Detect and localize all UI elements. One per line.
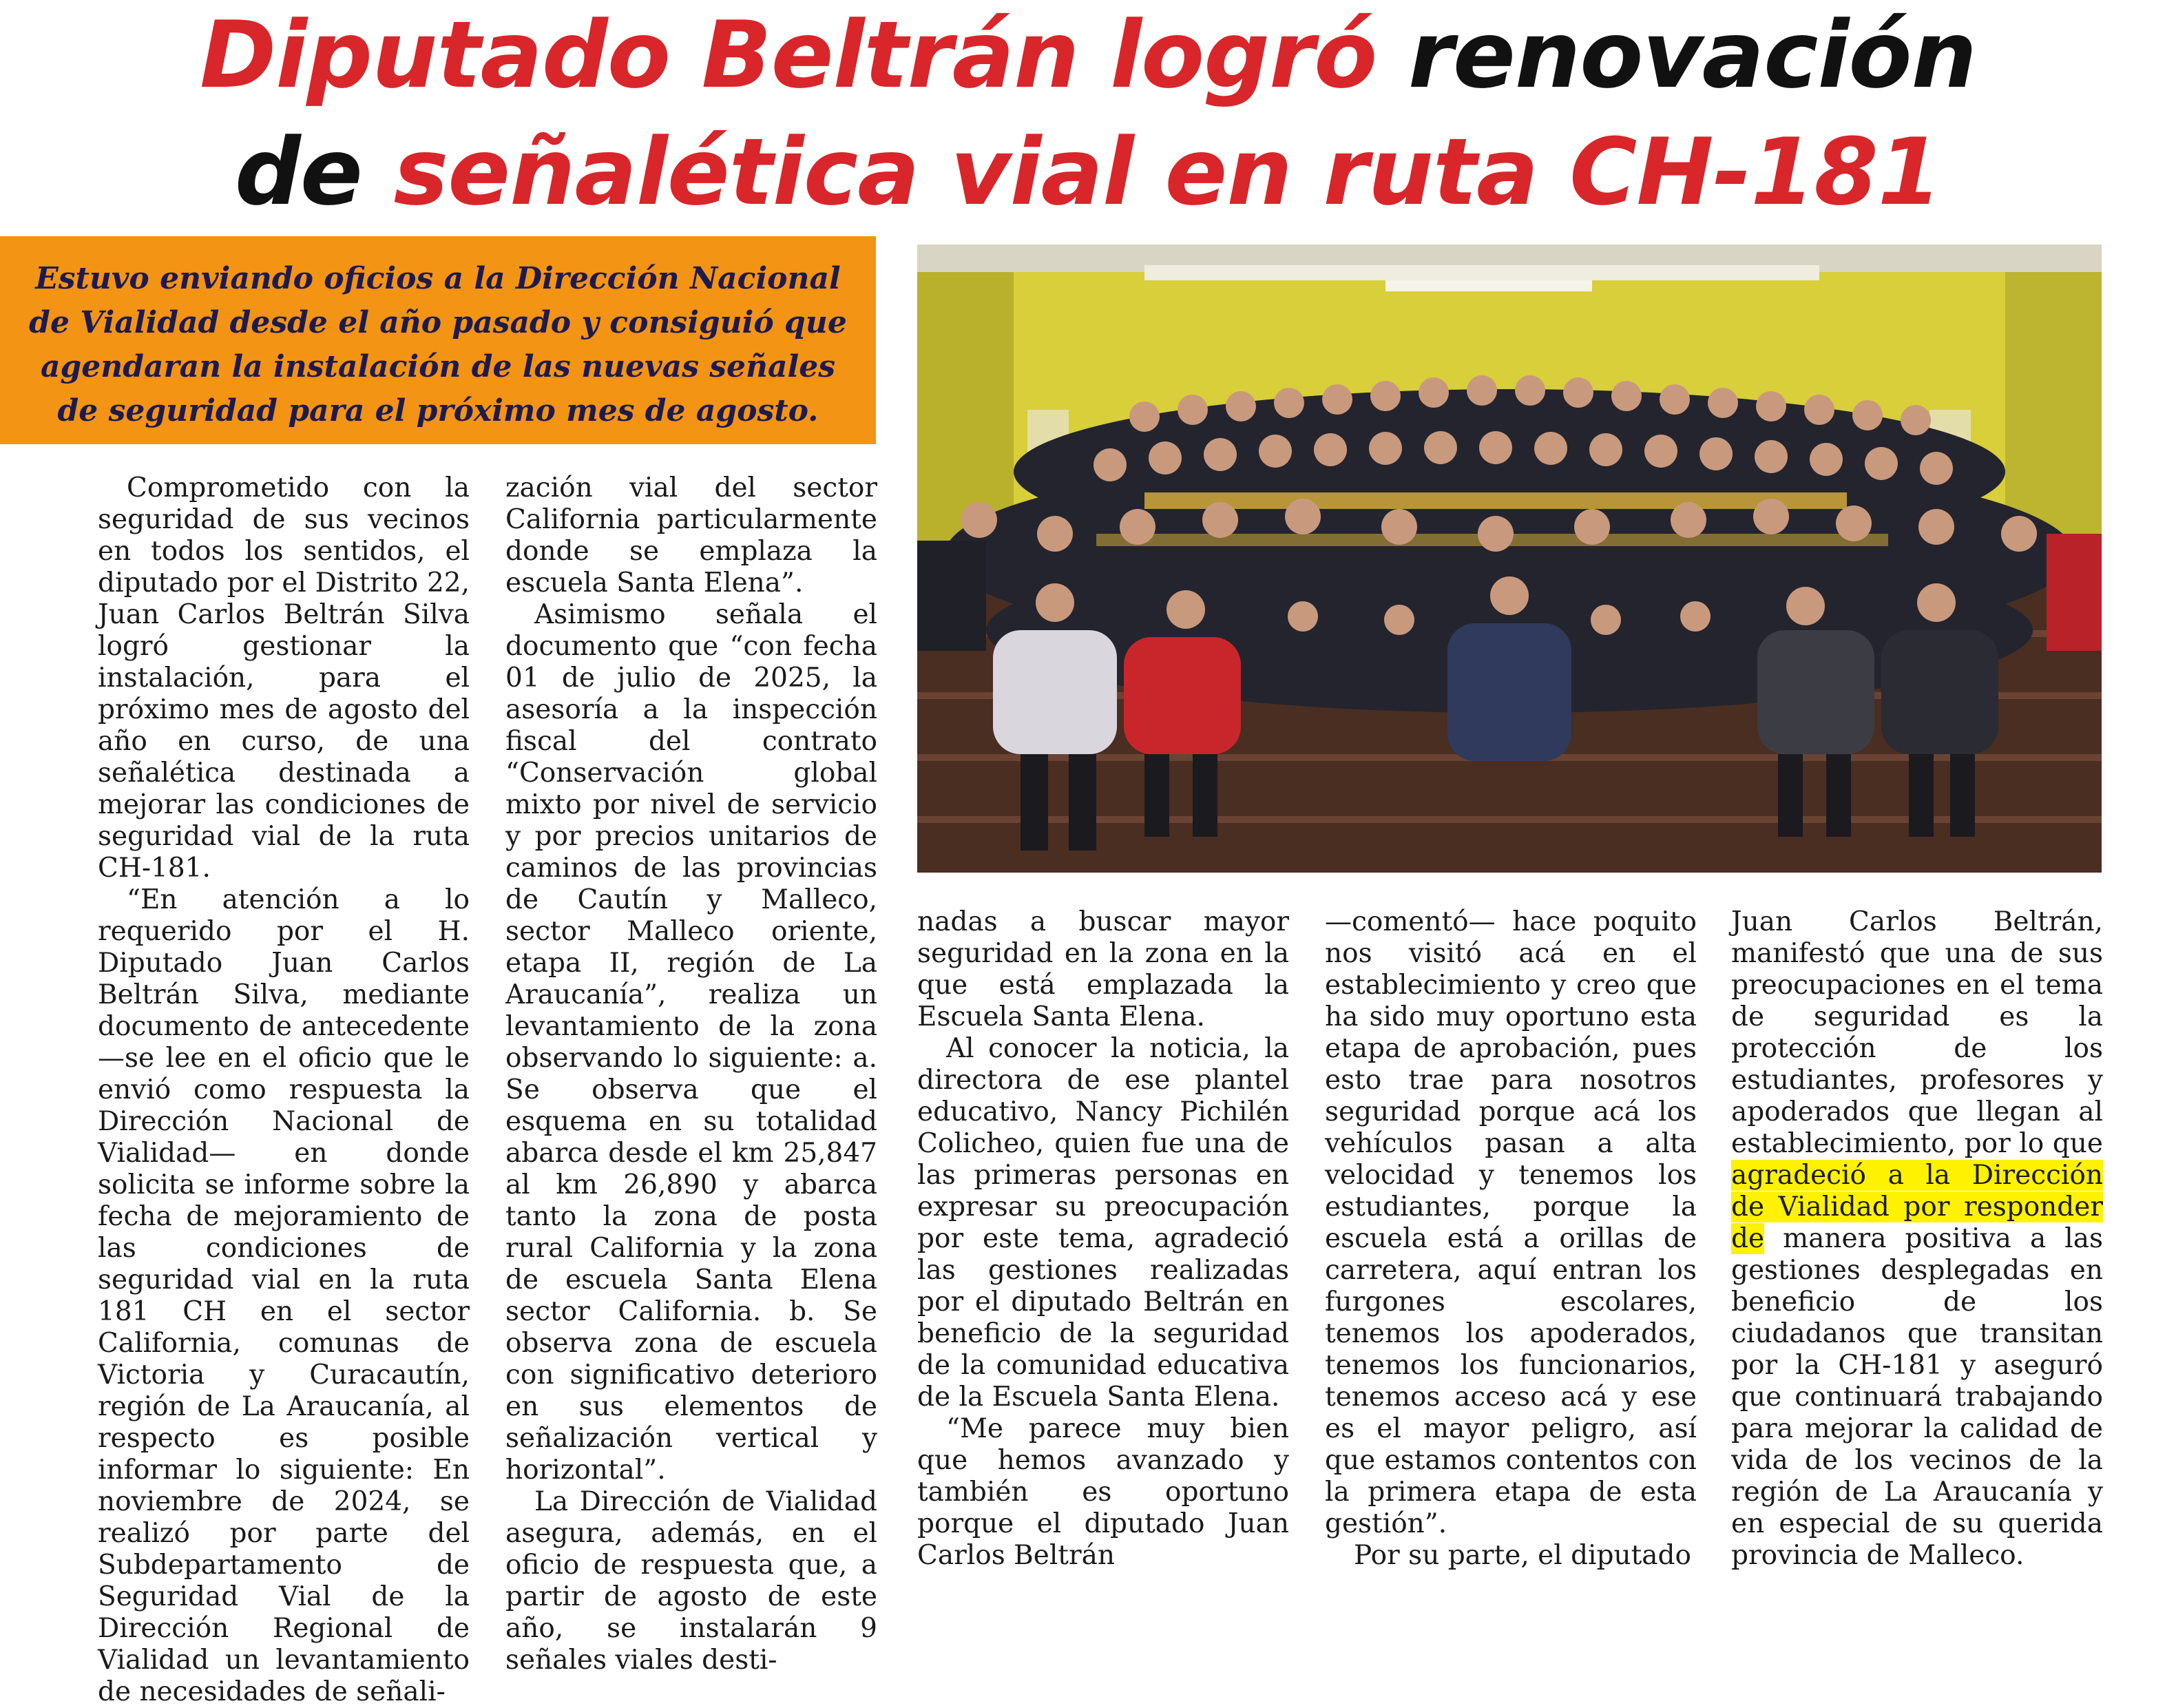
paragraph-7-part-a: Juan Carlos Beltrán, manifestó que una de sus preocupaciones en el tema de seguridad es la protección de los estudiantes, profesores y apoderados que llegan al establecimiento, por lo que	[1731, 906, 2103, 1159]
article-paragraph-1: Comprometido con la seguridad de sus vecinos en todos los sentidos, el diputado por el Distrito 22, Juan Carlos Beltrán Silva logró gestionar la instalación, para el próximo mes de agosto del año en curso, de una señalética destinada a mejorar las condiciones de seguridad vial de la ruta CH-181.	[98, 472, 470, 884]
headline-red-part-2: señalética vial en ruta CH-181	[393, 118, 1941, 226]
headline-black-part-2: de	[235, 118, 362, 226]
lead-text: Estuvo enviando oficios a la Dirección Nacional de Vialidad desde el año pasado y consiguió que agendaran la instalación de las nuevas señales de seguridad para el próximo mes de agosto.	[29, 261, 847, 428]
lead-box	[0, 236, 876, 444]
article-paragraph-4-continued: nadas a buscar mayor seguridad en la zona en la que está emplazada la Escuela Santa Elena.	[917, 906, 1289, 1032]
highlighted-text: agradeció a la Dirección de Vialidad por responder de	[1731, 1160, 2103, 1254]
article-paragraph-6-continued: —comentó— hace poquito nos visitó acá en el establecimiento y creo que ha sido muy oportuno esta etapa de aprobación, pues esto trae para nosotros seguridad porque acá los vehículos pasan a alta velocidad y tenemos los estudiantes, porque la escuela está a orillas de carretera, aquí entran los furgones escolares, tenemos los apoderados, tenemos los funcionarios, tenemos acceso acá y ese es el mayor peligro, así que estamos contentos con la primera etapa de esta gestión”.	[1325, 906, 1697, 1539]
article-paragraph-3: Asimismo señala el documento que “con fecha 01 de julio de 2025, la asesoría a la inspección fiscal del contrato “Conservación global mixto por nivel de servicio y por precios unitarios de caminos de las provincias de Cautín y Malleco, sector Malleco oriente, etapa II, región de La Araucanía”, realiza un levantamiento de la zona observando lo siguiente: a. Se observa que el esquema en su totalidad abarca desde el km 25,847 al km 26,890 y abarca tanto la zona de posta rural California y la zona de escuela Santa Elena sector California. b. Se observa zona de escuela con significativo deterioro en sus elementos de señalización vertical y horizontal”.	[505, 599, 877, 1486]
article-column-1	[98, 472, 470, 1707]
group-photo-illustration	[917, 244, 2102, 873]
article-paragraph-4: La Dirección de Vialidad asegura, además, en el oficio de respuesta que, a partir de agosto de este año, se instalarán 9 señales viales desti-	[505, 1486, 877, 1676]
headline-black-part-1: renovación	[1408, 1, 1976, 109]
headline-red-part-1: Diputado Beltrán logró	[200, 1, 1377, 109]
group-photo	[917, 244, 2102, 873]
article-column-4	[1325, 906, 1697, 1571]
article-paragraph-6: “Me parece muy bien que hemos avanzado y también es oportuno porque el diputado Juan Carlos Beltrán	[917, 1413, 1289, 1571]
article-column-5	[1731, 906, 2103, 1571]
paragraph-7-part-b: manera positiva a las gestiones desplegadas en beneficio de los ciudadanos que transitan por la CH-181 y aseguró que continuará trabajando para mejorar la calidad de vida de los vecinos de la región de La Araucanía y en especial de su querida provincia de Malleco.	[1731, 1223, 2103, 1571]
article-column-3	[917, 906, 1289, 1571]
article-paragraph-2: “En atención a lo requerido por el H. Diputado Juan Carlos Beltrán Silva, mediante documento de antecedente —se lee en el oficio que le envió como respuesta la Dirección Nacional de Vialidad— en donde solicita se informe sobre la fecha de mejoramiento de las condiciones de seguridad vial en la ruta 181 CH en el sector California, comunas de Victoria y Curacautín, región de La Araucanía, al respecto es posible informar lo siguiente: En noviembre de 2024, se realizó por parte del Subdepartamento de Seguridad Vial de la Dirección Regional de Vialidad un levantamiento de necesidades de señali-	[98, 884, 470, 1707]
article-paragraph-5: Al conocer la noticia, la directora de ese plantel educativo, Nancy Pichilén Colicheo, quien fue una de las primeras personas en expresar su preocupación por este tema, agradeció las gestiones realizadas por el diputado Beltrán en beneficio de la seguridad de la comunidad educativa de la Escuela Santa Elena.	[917, 1033, 1289, 1413]
headline-line-1	[0, 0, 2176, 110]
article-column-2	[505, 472, 877, 1676]
article-paragraph-2-continued: zación vial del sector California particularmente donde se emplaza la escuela Santa Elena”.	[505, 472, 877, 598]
article-paragraph-7: Por su parte, el diputado	[1354, 1540, 1691, 1571]
headline-line-2	[0, 117, 2176, 227]
article-paragraph-7-continued	[1731, 906, 2103, 1572]
